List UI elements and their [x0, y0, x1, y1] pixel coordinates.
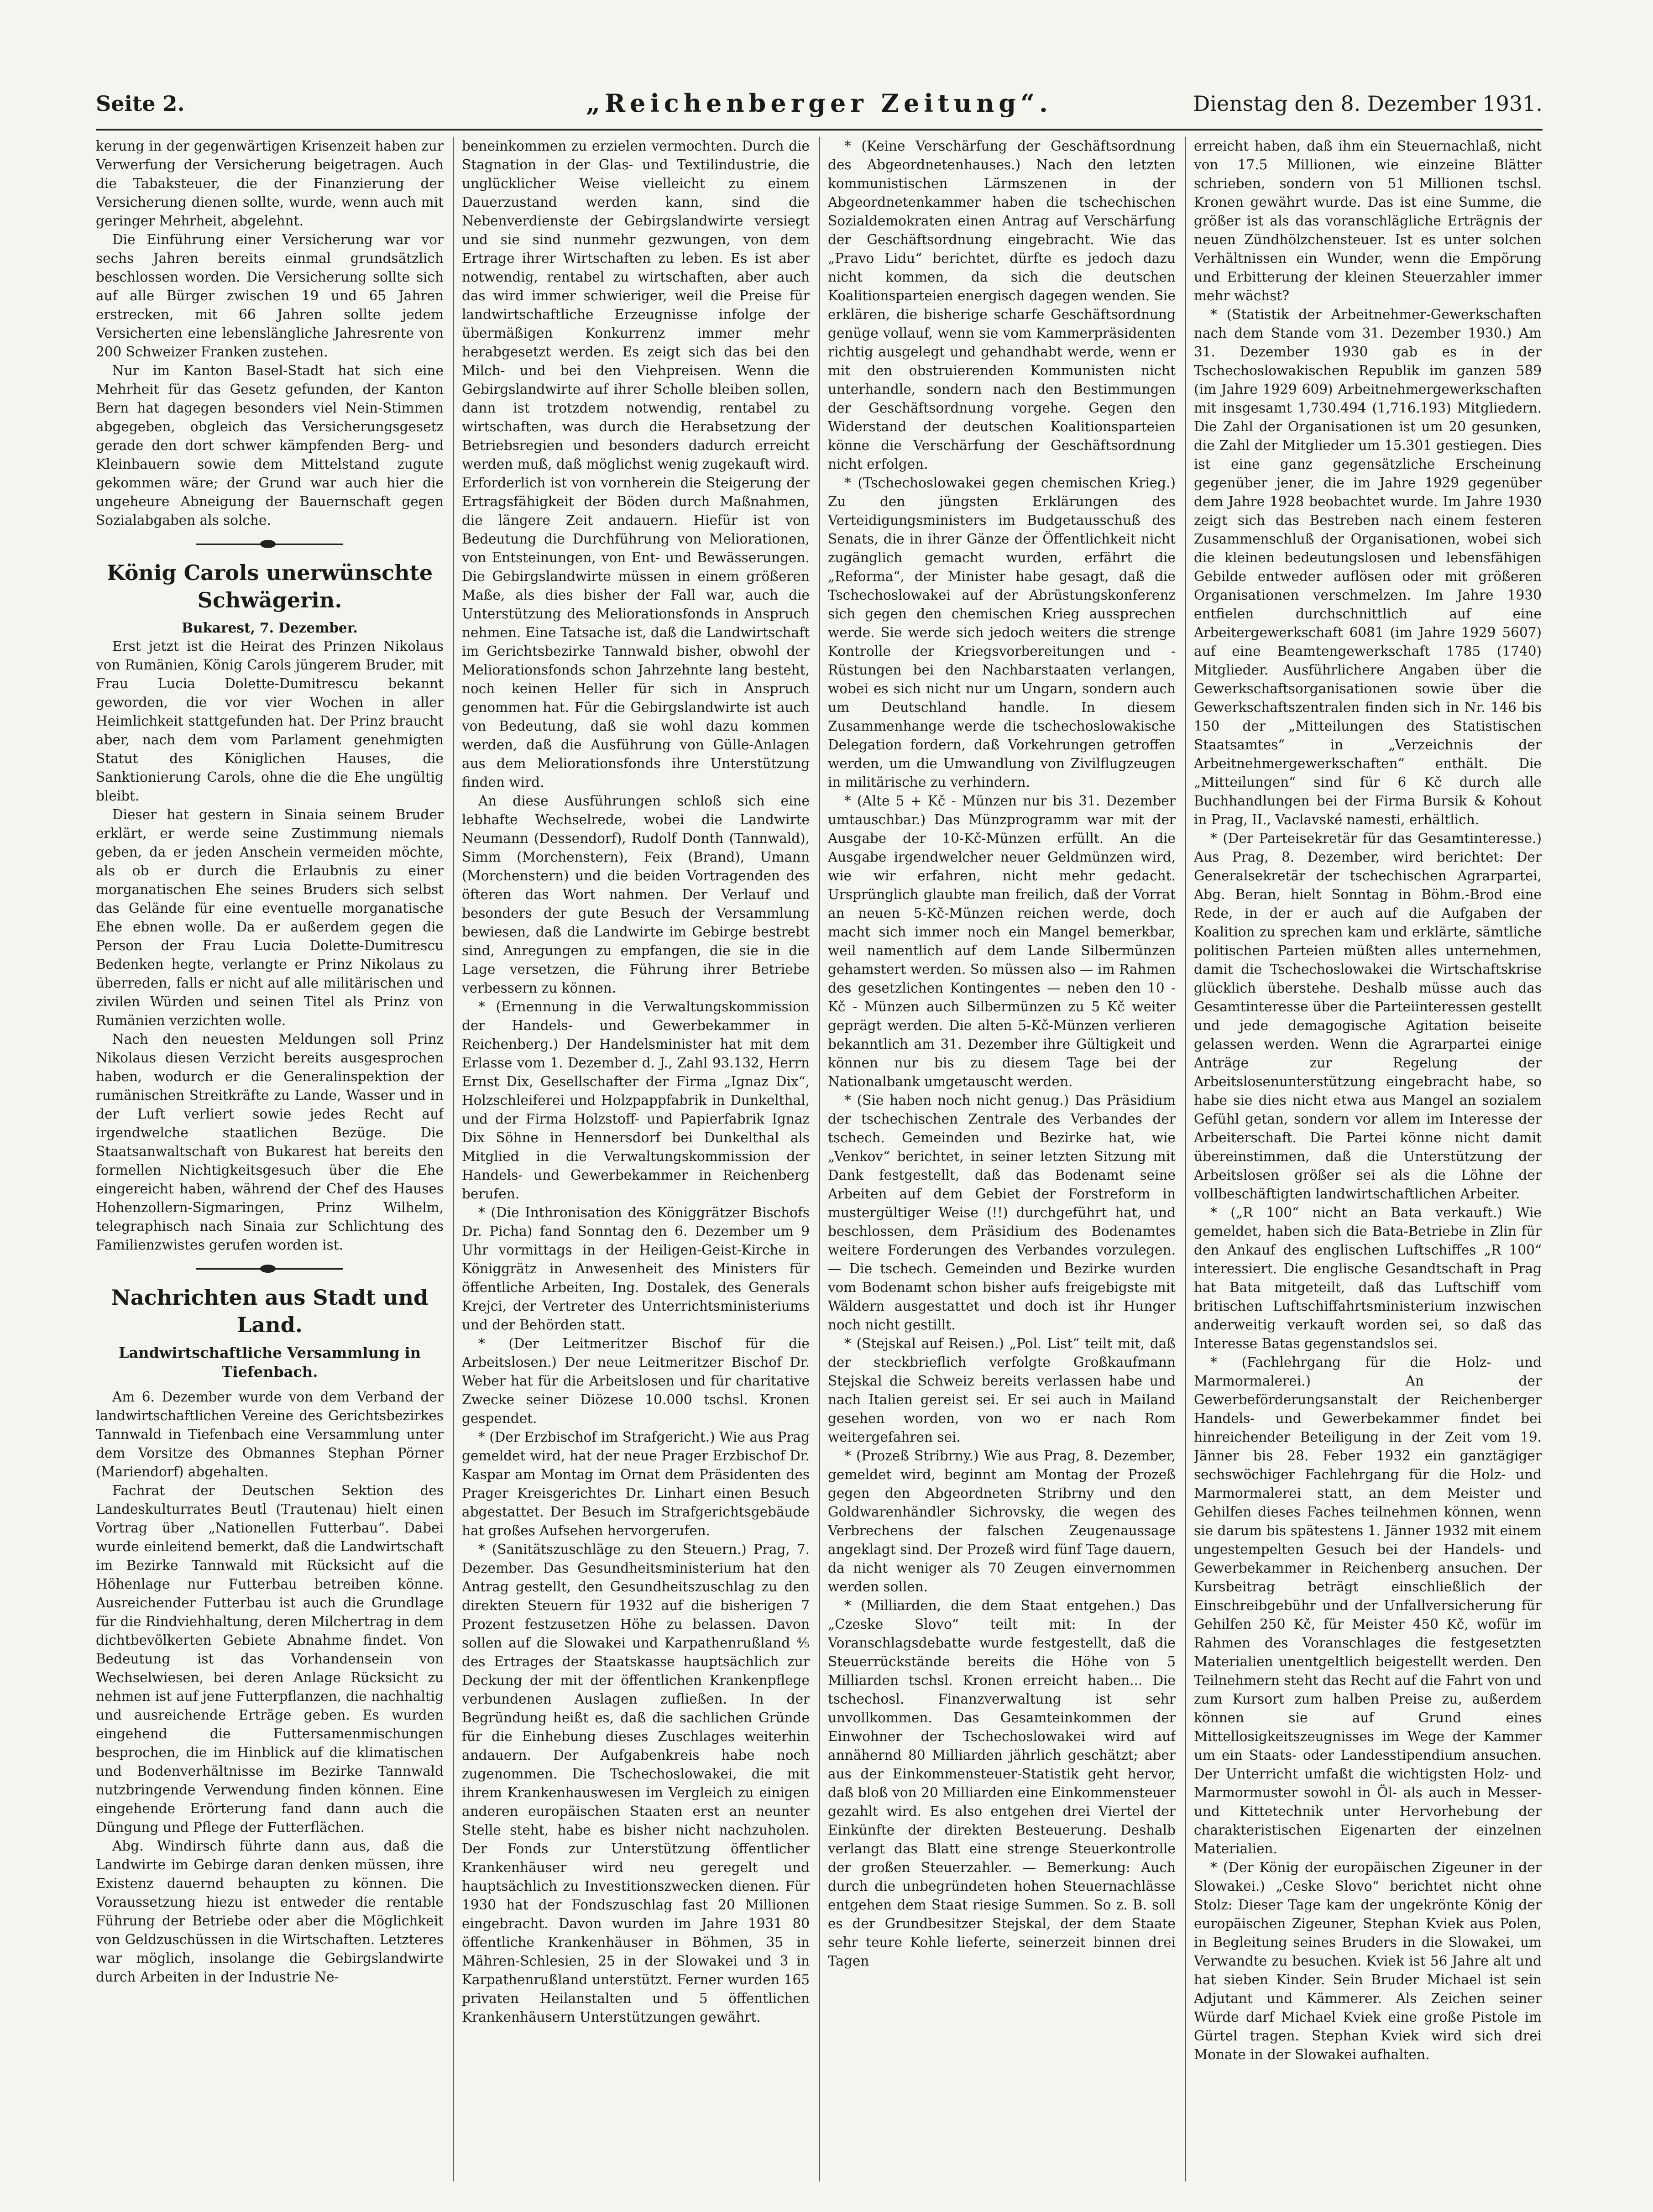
news-item: * (Die Inthronisation des Königgrätzer Bischofs Dr. Picha) fand Sonntag den 6. Dezember um 9 Uhr vormittags in der Heiligen-Geist-Kirche in Königgrätz in Anwesenheit des Ministers für öffentliche Arbeiten, Ing. Dostalek, des Generals Krejci, der Vertreter des Unterrichtsministeriums und der Behörden statt. — [462, 1205, 810, 1333]
page-header — [96, 87, 1543, 123]
column-4 — [1194, 137, 1542, 2186]
news-item: * (Der Parteisekretär für das Gesamtinteresse.) Aus Prag, 8. Dezember, wird berichtet: Der Generalsekretär der tschechischen Agrarpartei, Abg. Beran, hielt Sonntag in Böhm.-Brod eine Rede, in der er auch auf die Aufgaben der Koalition zu sprechen kam und erklärte, sämtliche politischen Parteien müßten alles unternehmen, damit die Tschechoslowakei die Wirtschaftskrise glücklich überstehe. Deshalb müsse auch das Gesamtinteresse über die Parteiinteressen gestellt und jede demagogische Agitation beiseite gelassen werden. Wenn die Agrarpartei einige Anträge zur Regelung der Arbeitslosenunterstützung eingebracht habe, so habe sie dies nicht etwa aus Mangel an sozialem Gefühl getan, sondern vor allem im Interesse der Arbeiterschaft. Die Partei könne nicht damit übereinstimmen, daß die Unterstützung der Arbeitslosen größer sei als die Löhne der vollbeschäftigten landwirtschaftlichen Arbeiter. — [1194, 831, 1542, 1202]
paragraph: Erst jetzt ist die Heirat des Prinzen Nikolaus von Rumänien, König Carols jüngerem Bruder, mit Frau Lucia Dolette-Dumitrescu bekannt geworden, die vor vier Wochen in aller Heimlichkeit stattgefunden hat. Der Prinz braucht aber, nach dem vom Parlament genehmigten Statut des Königlichen Hauses, die Sanktionierung Carols, ohne die die Ehe ungültig bleibt. — [96, 638, 444, 804]
news-item: * (Fachlehrgang für die Holz- und Marmormalerei.) An der Gewerbeförderungsanstalt der Reichenberger Handels- und Gewerbekammer findet bei hinreichender Beteiligung in der Zeit vom 19. Jänner bis 28. Feber 1932 ein ganztägiger sechswöchiger Fachlehrgang für die Holz- und Marmormalerei statt, an dem Meister und Gehilfen dieses Faches teilnehmen können, wenn sie darum bis spätestens 1. Jänner 1932 mit einem ungestempelten Gesuch bei der Handels- und Gewerbekammer in Reichenberg ansuchen. Der Kursbeitrag beträgt einschließlich der Einschreibgebühr und der Unfallversicherung für Gehilfen 250 Kč, für Meister 450 Kč, wofür im Rahmen des Voranschlages die festgesetzten Materialien unentgeltlich beigestellt werden. Den Teilnehmern steht das Recht auf die Fahrt von und zum Kursort zum halben Preise zu, außerdem können sie auf Grund eines Mittellosigkeitszeugnisses im Wege der Kammer um ein Staats- oder Landesstipendium ansuchen. Der Unterricht umfaßt die wichtigsten Holz- und Marmormuster sowohl in Öl- als auch in Messer- und Kittetechnik unter Hervorhebung der charakteristischen Eigenarten der einzelnen Materialien. — [1194, 1354, 1542, 1856]
column-3 — [828, 137, 1176, 2186]
paragraph: An diese Ausführungen schloß sich eine lebhafte Wechselrede, wobei die Landwirte Neumann (Dessendorf), Rudolf Donth (Tannwald), Simm (Morchenstern), Feix (Brand), Umann (Morchenstern) und die beiden Vortragenden des öfteren das Wort nahmen. Der Verlauf und besonders der gute Besuch der Versammlung bewiesen, daß die Landwirte im Gebirge bestrebt sind, Anregungen zu empfangen, die sie in die Lage versetzen, die Führung ihrer Betriebe verbessern zu können. — [462, 793, 810, 996]
column-divider — [453, 137, 454, 2181]
paragraph: Abg. Windirsch führte dann aus, daß die Landwirte im Gebirge daran denken müssen, ihre Existenz dauernd behaupten zu können. Die Voraussetzung hiezu ist entweder die rentable Führung der Betriebe oder aber die Möglichkeit von Geldzuschüssen in die Wirtschaften. Letzteres war möglich, insolange die Gebirgslandwirte durch Arbeiten in der Industrie Ne- — [96, 1838, 444, 1985]
news-item: * (Keine Verschärfung der Geschäftsordnung des Abgeordnetenhauses.) Nach den letzten kommunistischen Lärmszenen in der Abgeordnetenkammer haben die tschechischen Sozialdemokraten einen Antrag auf Verschärfung der Geschäftsordnung eingebracht. Wie das „Pravo Lidu“ berichtet, dürfte es jedoch dazu nicht kommen, da sich die deutschen Koalitionsparteien energisch dagegen wenden. Sie erklären, die bisherige scharfe Geschäftsordnung genüge vollauf, wenn sie vom Kammerpräsidenten richtig ausgelegt und gehandhabt werde, wenn er mit den obstruierenden Kommunisten nicht unterhandle, sondern nach den Bestimmungen der Geschäftsordnung vorgehe. Gegen den Widerstand der deutschen Koalitionsparteien könne die Verschärfung der Geschäftsordnung nicht erfolgen. — [828, 138, 1176, 472]
paragraph: Die Einführung einer Versicherung war vor sechs Jahren bereits einmal grundsätzlich beschlossen worden. Die Versicherung sollte sich auf alle Bürger zwischen 19 und 65 Jahren erstrecken, mit 66 Jahren sollte jedem Versicherten eine lebenslängliche Jahresrente von 200 Schweizer Franken zustehen. — [96, 232, 444, 360]
news-item: * („R 100“ nicht an Bata verkauft.) Wie gemeldet, haben sich die Bata-Betriebe in Zlin für den Ankauf des englischen Luftschiffes „R 100“ interessiert. Die englische Gesandtschaft in Prag hat Bata mitgeteilt, daß das Luftschiff vom britischen Luftschiffahrtsministerium inzwischen anderweitig verkauft worden sei, so daß das Interesse Batas gegenstandslos sei. — [1194, 1205, 1542, 1351]
column-divider — [1185, 137, 1186, 2181]
news-item: * (Alte 5 + Kč - Münzen nur bis 31. Dezember umtauschbar.) Das Münzprogramm war mit der Ausgabe der 10-Kč-Münzen erfüllt. An die Ausgabe irgendwelcher neuer Geldmünzen wird, wie wir erfahren, nicht mehr gedacht. Ursprünglich glaubte man freilich, daß der Vorrat an neuen 5-Kč-Münzen reichen werde, doch macht sich immer noch ein Mangel bemerkbar, weil namentlich auf dem Lande Silbermünzen gehamstert werden. So müssen also — im Rahmen des gesetzlichen Kontingentes — neben den 10 - Kč - Münzen auch Silbermünzen zu 5 Kč weiter geprägt werden. Die alten 5-Kč-Münzen verlieren bekanntlich am 31. Dezember ihre Gültigkeit und können nur bis zu diesem Tage bei der Nationalbank umgetauscht werden. — [828, 793, 1176, 1089]
header-rule — [96, 129, 1543, 131]
section-ornament — [96, 537, 444, 551]
news-item: * (Der Leitmeritzer Bischof für die Arbeitslosen.) Der neue Leitmeritzer Bischof Dr. Weber hat für die Arbeitslosen und für charitative Zwecke seiner Diözese 10.000 tschsl. Kronen gespendet. — [462, 1336, 810, 1426]
news-item: * (Tschechoslowakei gegen chemischen Krieg.) Zu den jüngsten Erklärungen des Verteidigungsministers im Budgetausschuß des Senats, die in ihrer Gänze der Öffentlichkeit nicht zugänglich gemacht wurden, erfährt die „Reforma“, der Minister habe gesagt, daß die Tschechoslowakei auf der Abrüstungskonferenz sich gegen den chemischen Krieg aussprechen werde. Sie werde sich jedoch weiters die strenge Kontrolle der Kriegsvorbereitungen und -Rüstungen bei den Nachbarstaaten verlangen, wobei es sich nicht nur um Ungarn, sondern auch um Deutschland handle. In diesem Zusammenhange werde die tschechoslowakische Delegation fordern, daß Vorkehrungen getroffen werden, um die Umwandlung von Zivilflugzeugen in militärische zu verhindern. — [828, 475, 1176, 790]
paragraph: Am 6. Dezember wurde von dem Verband der landwirtschaftlichen Vereine des Gerichtsbezirkes Tannwald in Tiefenbach eine Versammlung unter dem Vorsitze des Obmannes Stephan Pörner (Mariendorf) abgehalten. — [96, 1389, 444, 1480]
article-headline: König Carols unerwünschte Schwägerin. — [106, 560, 433, 612]
issue-date: Dienstag den 8. Dezember 1931. — [1193, 91, 1543, 116]
column-2 — [462, 137, 810, 2186]
paragraph: Nur im Kanton Basel-Stadt hat sich eine Mehrheit für das Gesetz gefunden, der Kanton Bern hat dagegen besonders viel Nein-Stimmen abgegeben, obgleich das Versicherungsgesetz gerade den dort schwer kämpfenden Berg- und Kleinbauern sowie dem Mittelstand zugute gekommen wäre; der Grund war auch hier die ungeheure Abneigung der Bauernschaft gegen Sozialabgaben als solche. — [96, 363, 444, 528]
news-item: * (Prozeß Stribrny.) Wie aus Prag, 8. Dezember, gemeldet wird, beginnt am Montag der Prozeß gegen den Abgeordneten Stribrny und den Goldwarenhändler Sichrovsky, die wegen des Verbrechens der falschen Zeugenaussage angeklagt sind. Der Prozeß wird fünf Tage dauern, da nicht weniger als 70 Zeugen einvernommen werden sollen. — [828, 1448, 1176, 1595]
news-item: * (Statistik der Arbeitnehmer-Gewerkschaften nach dem Stande vom 31. Dezember 1930.) Am 31. Dezember 1930 gab es in der Tschechoslowakischen Republik im ganzen 589 (im Jahre 1929 609) Arbeitnehmergewerkschaften mit insgesamt 1,730.494 (1,716.193) Mitgliedern. Die Zahl der Organisationen ist um 20 gesunken, die Zahl der Mitglieder um 15.301 gestiegen. Dies ist eine ganz gegensätzliche Erscheinung gegenüber jener, die im Jahre 1929 gegenüber dem Jahre 1928 beobachtet wurde. Im Jahre 1930 zeigt sich das Bestreben nach einem festeren Zusammenschluß der Organisationen, wobei sich die kleinen bedeutungslosen und lebensfähigen Gebilde entweder auflösen oder mit größeren Organisationen verschmelzen. Im Jahre 1930 entfielen durchschnittlich auf eine Arbeitergewerkschaft 6081 (im Jahre 1929 5607) auf eine Beamtengewerkschaft 1785 (1740) Mitglieder. Ausführlichere Angaben über die Gewerkschaftsorganisationen sowie über die Gewerkschaftszentralen finden sich in Nr. 146 bis 150 der „Mitteilungen des Statistischen Staatsamtes“ in „Verzeichnis der Arbeitnehmergewerkschaften“ enthält. Die „Mitteilungen“ sind für 6 Kč durch alle Buchhandlungen bei der Firma Bursik & Kohout in Prag, II., Vaclavské namesti, erhältlich. — [1194, 307, 1542, 827]
article-columns — [96, 137, 1543, 2191]
news-item: * (Sanitätszuschläge zu den Steuern.) Prag, 7. Dezember. Das Gesundheitsministerium hat den Antrag gestellt, den Gesundheitszuschlag zu den direkten Steuern für 1932 auf die bisherigen 7 Prozent festzusetzen Höhe zu belassen. Davon sollen auf die Slowakei und Karpathenrußland ⅘ des Ertrages der Staatskasse hauptsächlich zur Deckung der mit der öffentlichen Krankenpflege verbundenen Auslagen zufließen. In der Begründung heißt es, daß die sachlichen Gründe für die Einhebung dieses Zuschlages weiterhin andauern. Der Aufgabenkreis habe noch zugenommen. Die Tschechoslowakei, die mit ihrem Krankenhauswesen im Vergleich zu einigen anderen europäischen Staaten erst an neunter Stelle steht, habe es bisher nicht nachzuholen. Der Fonds zur Unterstützung öffentlicher Krankenhäuser wird neu geregelt und hauptsächlich zu Investitionszwecken dienen. Für 1930 hat der Fondszuschlag fast 20 Millionen eingebracht. Davon wurden im Jahre 1931 80 öffentliche Krankenhäuser in Böhmen, 35 in Mähren-Schlesien, 25 in der Slowakei und 3 in Karpathenrußland unterstützt. Ferner wurden 165 privaten Heilanstalten und 5 öffentlichen Krankenhäusern Unterstützungen gewährt. — [462, 1542, 810, 2025]
page-number: Seite 2. — [96, 91, 185, 116]
paragraph: erreicht haben, daß ihm ein Steuernachlaß, nicht von 17.5 Millionen, wie einzeine Blätter schrieben, sondern von 51 Millionen tschsl. Kronen gewährt wurde. Das ist eine Summe, die größer ist als das voranschlägliche Erträgnis der neuen Zündhölzchensteuer. Ist es unter solchen Verhältnissen ein Wunder, wenn die Empörung und Erbitterung der kleinen Steuerzahler immer mehr wächst? — [1194, 138, 1542, 303]
news-item: * (Stejskal auf Reisen.) „Pol. List“ teilt mit, daß der steckbrieflich verfolgte Großkaufmann Stejskal die Schweiz bereits verlassen habe und nach Italien gereist sei. Er sei auch in Mailand gesehen worden, von wo er nach Rom weitergefahren sei. — [828, 1336, 1176, 1445]
column-1 — [96, 137, 444, 2186]
section-headline: Nachrichten aus Stadt und Land. — [111, 1285, 429, 1337]
dateline: Bukarest, 7. Dezember. — [182, 620, 358, 636]
news-item: * (Der König der europäischen Zigeuner in der Slowakei.) „Ceske Slovo“ berichtet nicht ohne Stolz: Dieser Tage kam der ungekrönte König der europäischen Zigeuner, Stephan Kviek aus Polen, in Begleitung seines Bruders in die Slowakei, um Verwandte zu besuchen. Kviek ist 56 Jahre alt und hat sieben Kinder. Sein Bruder Michael ist sein Adjutant und Kämmerer. Als Zeichen seiner Würde darf Michael Kviek eine große Pistole im Gürtel tragen. Stephan Kviek wird sich drei Monate in der Slowakei aufhalten. — [1194, 1860, 1542, 2062]
section-ornament — [96, 1262, 444, 1276]
news-item: * (Milliarden, die dem Staat entgehen.) Das „Czeske Slovo“ teilt mit: In der Voranschlagsdebatte wurde festgestellt, daß die Steuerrückstände bereits die Höhe von 5 Milliarden tschsl. Kronen erreicht haben... Die tschechosl. Finanzverwaltung ist sehr unvollkommen. Das Gesamteinkommen der Einwohner der Tschechoslowakei wird auf annähernd 80 Milliarden jährlich geschätzt; aber aus der Einkommensteuer-Statistik geht hervor, daß bloß von 20 Milliarden eine Einkommensteuer gezahlt wird. Es also entgehen drei Viertel der Einkünfte der direkten Besteuerung. Deshalb verlangt das Blatt eine strenge Steuerkontrolle der großen Steuerzahler. — Bemerkung: Auch durch die unbegründeten hohen Steuernachlässe entgehen dem Staat riesige Summen. So z. B. soll es der Grundbesitzer Stejskal, der dem Staate sehr teure Kohle lieferte, seinerzeit binnen drei Tagen — [828, 1598, 1176, 1969]
news-item: * (Der Erzbischof im Strafgericht.) Wie aus Prag gemeldet wird, hat der neue Prager Erzbischof Dr. Kaspar am Montag im Ornat dem Präsidenten des Prager Kreisgerichtes Dr. Linhart einen Besuch abgestattet. Der Besuch im Strafgerichtsgebäude hat großes Aufsehen hervorgerufen. — [462, 1429, 810, 1538]
masthead: „Reichenberger Zeitung“. — [586, 89, 1052, 118]
paragraph: Dieser hat gestern in Sinaia seinem Bruder erklärt, er werde seine Zustimmung niemals geben, da er jeden Anschein vermeiden möchte, als ob er durch die Erlaubnis zu einer morganatischen Ehe seines Bruders sich selbst das Gelände für eine eventuelle morganatische Ehe ebnen wolle. Da er außerdem gegen die Person der Frau Lucia Dolette-Dumitrescu Bedenken hegte, verlangte er Prinz Nikolaus zu überreden, falls er nicht auf alle militärischen und zivilen Würden und seinen Titel als Prinz von Rumänien verzichten wolle. — [96, 807, 444, 1028]
paragraph: Nach den neuesten Meldungen soll Prinz Nikolaus diesen Verzicht bereits ausgesprochen haben, wodurch er die Generalinspektion der rumänischen Streitkräfte zu Lande, Wasser und in der Luft verliert sowie jedes Recht auf irgendwelche staatlichen Bezüge. Die Staatsanwaltschaft von Bukarest hat bereits den formellen Nichtigkeitsgesuch über die Ehe eingereicht haben, während der Chef des Hauses Hohenzollern-Sigmaringen, Prinz Wilhelm, telegraphisch nach Sinaia zur Schlichtung des Familienzwistes gerufen worden ist. — [96, 1031, 444, 1253]
column-divider — [819, 137, 820, 2181]
paragraph: beneinkommen zu erzielen vermochten. Durch die Stagnation in der Glas- und Textilindustrie, die unglücklicher Weise vielleicht zu einem Dauerzustand werden kann, sind die Nebenverdienste der Gebirgslandwirte versiegt und sie sind nunmehr gezwungen, von dem Ertrage ihrer Wirtschaften zu leben. Es ist aber notwendig, rentabel zu wirtschaften, aber auch das wird immer schwieriger, weil die Preise für landwirtschaftliche Erzeugnisse infolge der übermäßigen Konkurrenz immer mehr herabgesetzt werden. Es zeigt sich das bei den Milch- und bei den Viehpreisen. Wenn die Gebirgslandwirte auf ihrer Scholle bleiben sollen, dann ist trotzdem notwendig, rentabel zu wirtschaften, was durch die Herabsetzung der Betriebsregien und besonders dadurch erreicht werden muß, daß möglichst wenig zugekauft wird. Erforderlich ist von vornherein die Steigerung der Ertragsfähigkeit der Böden durch Maßnahmen, die längere Zeit andauern. Hiefür ist von Bedeutung die Durchführung von Meliorationen, von Entsteinungen, von Ent- und Bewässerungen. Die Gebirgslandwirte müssen in einem größeren Maße, als dies bisher der Fall war, auch die Unterstützung des Meliorationsfonds in Anspruch nehmen. Eine Tatsache ist, daß die Landwirtschaft im Gerichtsbezirke Tannwald bisher, obwohl der Meliorationsfonds schon Jahrzehnte lang besteht, noch keinen Heller für sich in Anspruch genommen hat. Für die Gebirgslandwirte ist auch von Bedeutung, daß sie wohl dazu kommen werden, daß die Ausführung von Gülle-Anlagen aus dem Meliorationsfonds ihre Unterstützung finden wird. — [462, 138, 810, 790]
news-item: * (Ernennung in die Verwaltungskommission der Handels- und Gewerbekammer in Reichenberg.) Der Handelsminister hat mit dem Erlasse vom 1. Dezember d. J., Zahl 93.132, Herrn Ernst Dix, Gesellschafter der Firma „Ignaz Dix“, Holzschleiferei und Holzpappfabrik in Dunkelthal, und der Firma Holzstoff- und Papierfabrik Ignaz Dix Söhne in Hennersdorf bei Dunkelthal als Mitglied in die Verwaltungskommission der Handels- und Gewerbekammer in Reichenberg berufen. — [462, 999, 810, 1202]
news-item: * (Sie haben noch nicht genug.) Das Präsidium der tschechischen Zentrale des Verbandes der tschech. Gemeinden und Bezirke hat, wie „Venkov“ berichtet, in seiner letzten Sitzung mit Dank festgestellt, daß das Bodenamt seine Arbeiten auf dem Gebiet der Forstreform in mustergültiger Weise (!!) durchgeführt hat, und beschlossen, dem Präsidium des Bodenamtes weitere Forderungen des Verbandes vorzulegen. — Die tschech. Gemeinden und Bezirke wurden vom Bodenamt schon bisher aufs freigebigste mit Wäldern ausgestattet und doch ist ihr Hunger noch nicht gestillt. — [828, 1093, 1176, 1333]
article-subheadline: Landwirtschaftliche Versammlung in Tiefenbach. — [118, 1344, 421, 1381]
paragraph: kerung in der gegenwärtigen Krisenzeit haben zur Verwerfung der Versicherung beigetragen. Auch die Tabaksteuer, die der Finanzierung der Versicherung dienen sollte, wurde, wenn auch mit geringer Mehrheit, abgelehnt. — [96, 138, 444, 229]
paragraph: Fachrat der Deutschen Sektion des Landeskulturrates Beutl (Trautenau) hielt einen Vortrag über „Nationellen Futterbau“. Dabei wurde einleitend bemerkt, daß die Landwirtschaft im Bezirke Tannwald mit Rücksicht auf die Höhenlage nur Futterbau betreiben könne. Ausreichender Futterbau ist auch die Grundlage für die Rindviehhaltung, deren Milchertrag in dem dichtbevölkerten Gebiete Abnahme findet. Von Bedeutung ist das Vorhandensein von Wechselwiesen, bei deren Anlage Rücksicht zu nehmen ist auf jene Futterpflanzen, die nachhaltig und ausreichende Erträge geben. Es wurden eingehend die Futtersamenmischungen besprochen, die im Hinblick auf die klimatischen und Bodenverhältnisse im Bezirke Tannwald nutzbringende Verwendung finden können. Eine eingehende Erörterung fand dann auch die Düngung und Pflege der Futterflächen. — [96, 1483, 444, 1835]
